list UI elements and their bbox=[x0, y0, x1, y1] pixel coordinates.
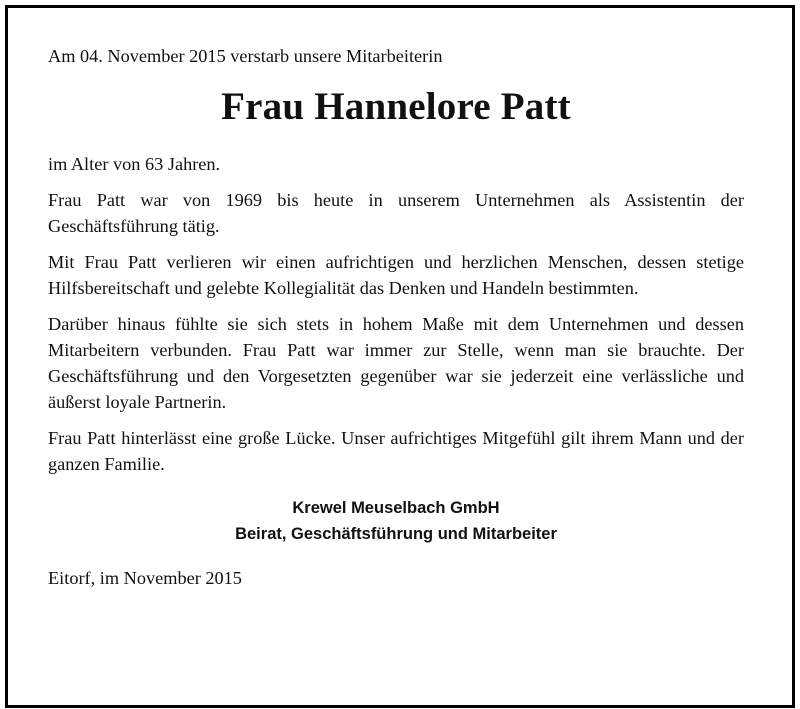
place-date: Eitorf, im November 2015 bbox=[48, 568, 242, 588]
age-line: im Alter von 63 Jahren. bbox=[48, 154, 221, 174]
signature-group: Beirat, Geschäftsführung und Mitarbeiter bbox=[235, 525, 557, 543]
paragraph-character: Mit Frau Patt verlieren wir einen aufrichtigen und herzlichen Menschen, dessen stetige Hilfsbereitschaft und gelebte Kollegialität das Denken und Handeln bestimmten. bbox=[48, 252, 744, 298]
paragraph-employment: Frau Patt war von 1969 bis heute in unserem Unternehmen als Assistentin der Geschäftsführung tätig. bbox=[48, 190, 744, 236]
intro-line: Am 04. November 2015 verstarb unsere Mitarbeiterin bbox=[48, 46, 443, 66]
deceased-name: Frau Hannelore Patt bbox=[221, 85, 571, 128]
signature-company: Krewel Meuselbach GmbH bbox=[292, 499, 500, 517]
paragraph-condolence: Frau Patt hinterlässt eine große Lücke. Unser aufrichtiges Mitgefühl gilt ihrem Mann und der ganzen Familie. bbox=[48, 428, 744, 474]
signature-block bbox=[48, 495, 744, 547]
obituary-notice bbox=[48, 43, 744, 591]
paragraph-dedication: Darüber hinaus fühlte sie sich stets in hohem Maße mit dem Unternehmen und dessen Mitarbeitern verbunden. Frau Patt war immer zur Stelle, wenn man sie brauchte. Der Geschäftsführung und den Vorgesetzten gegenüber war sie jederzeit eine verlässliche und äußerst loyale Partnerin. bbox=[48, 314, 744, 412]
